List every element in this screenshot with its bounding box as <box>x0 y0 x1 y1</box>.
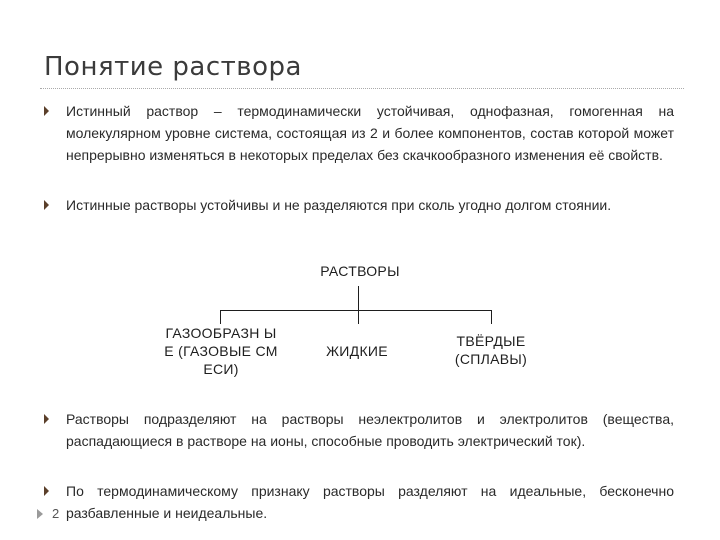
bullet-arrow-icon <box>44 486 49 496</box>
bullet-text: Истинный раствор – термодинамически устойчивая, однофазная, гомогенная на молекулярном уровне система, состоящая из 2 и более компонентов, состав которой может непрерывно изменяться в некоторых пределах без скачкообразного изменения её свойств. <box>66 103 674 163</box>
bullet-item <box>44 100 674 166</box>
diagram-root-node: РАСТВОРЫ <box>320 263 400 279</box>
bullet-arrow-icon <box>44 106 49 116</box>
bullet-item <box>44 194 674 216</box>
slide-title: Понятие раствора <box>44 52 302 82</box>
page-arrow-icon <box>37 509 43 519</box>
title-divider <box>40 88 684 89</box>
bullet-item <box>44 480 674 524</box>
bullet-text: По термодинамическому признаку растворы разделяют на идеальные, бесконечно разбавленные и неидеальные. <box>66 483 674 521</box>
bullet-item <box>44 408 674 452</box>
bullet-text: Растворы подразделяют на растворы неэлектролитов и электролитов (вещества, распадающиеся в растворе на ионы, способные проводить электрический ток). <box>66 411 674 449</box>
diagram-node-solid: ТВЁРДЫЕ (СПЛАВЫ) <box>454 333 528 367</box>
diagram-connector <box>358 286 359 310</box>
diagram-node-gaseous: ГАЗООБРАЗН ЫЕ (ГАЗОВЫЕ СМЕСИ) <box>164 325 278 377</box>
diagram-connector <box>491 310 492 324</box>
bullet-arrow-icon <box>44 200 49 210</box>
diagram-connector <box>358 310 359 324</box>
diagram-connector <box>220 310 221 324</box>
bullet-text: Истинные растворы устойчивы и не разделяются при сколь угодно долгом стоянии. <box>66 197 612 213</box>
bullet-arrow-icon <box>44 414 49 424</box>
diagram-node-liquid: ЖИДКИЕ <box>326 343 388 359</box>
diagram-connector <box>220 310 492 311</box>
page-number: 2 <box>52 506 60 521</box>
